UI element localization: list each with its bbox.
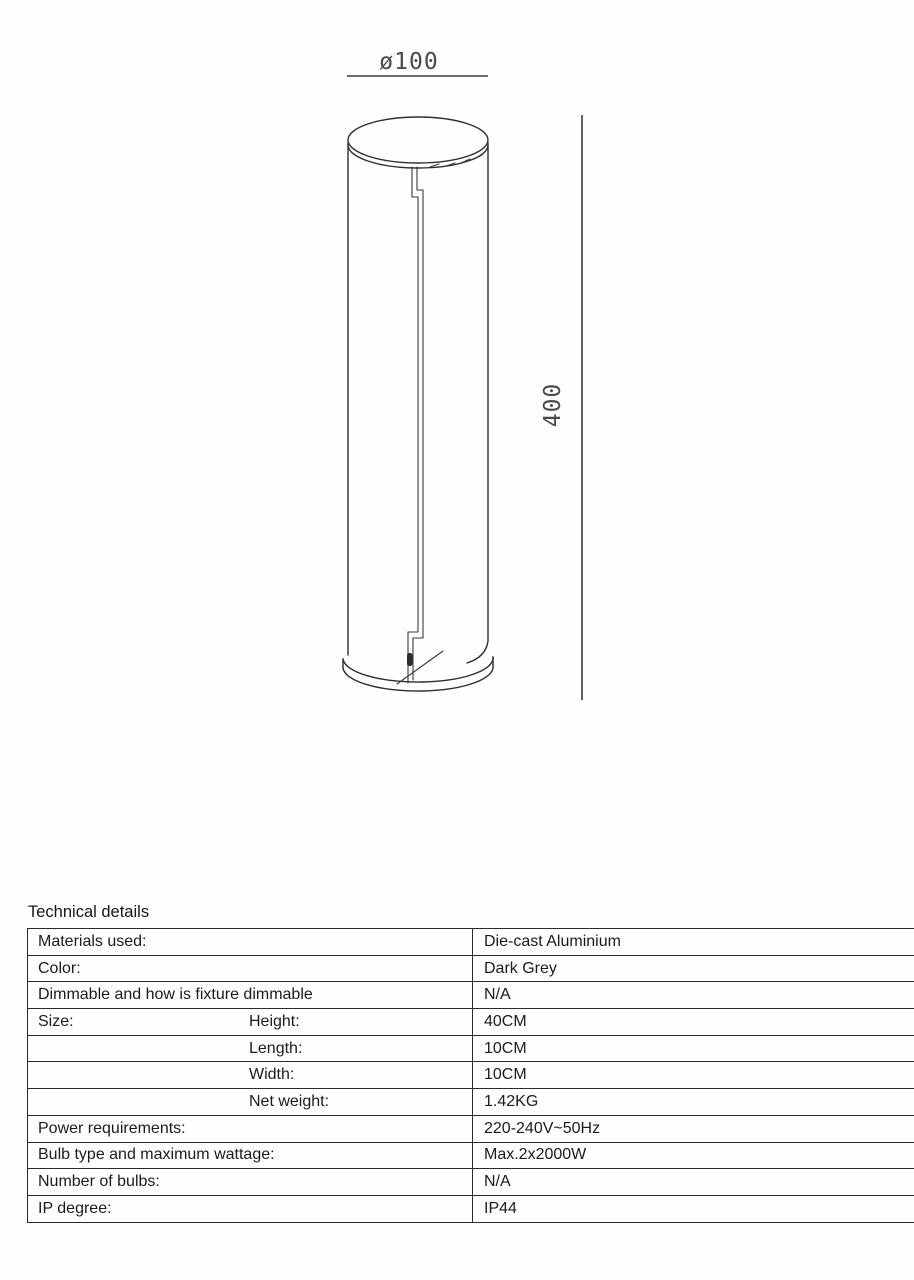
base-bottom-rim xyxy=(343,666,493,691)
table-row xyxy=(28,1062,914,1089)
table-row xyxy=(28,929,914,956)
table-row xyxy=(28,955,914,982)
spec-value: 220-240V~50Hz xyxy=(473,1115,914,1142)
spec-value: 40CM xyxy=(473,1009,914,1036)
base-diagonal-edge xyxy=(397,651,443,684)
rim-hatching xyxy=(430,155,482,167)
technical-details-table xyxy=(27,928,914,1223)
section-title: Technical details xyxy=(28,903,150,921)
spec-label: Color: xyxy=(38,959,81,977)
table-row xyxy=(28,982,914,1009)
door-seam xyxy=(408,167,423,683)
spec-sublabel: Net weight: xyxy=(249,1092,330,1110)
spec-value: Max.2x2000W xyxy=(473,1142,914,1169)
spec-value: 10CM xyxy=(473,1035,914,1062)
spec-label: Number of bulbs: xyxy=(38,1173,160,1191)
spec-value: 1.42KG xyxy=(473,1089,914,1116)
cylinder-right-edge xyxy=(467,143,488,663)
spec-value: 10CM xyxy=(473,1062,914,1089)
diameter-dimension xyxy=(347,49,488,76)
table-row xyxy=(28,1169,914,1196)
table-row xyxy=(28,1009,914,1036)
height-dimension-label: 400 xyxy=(540,382,566,428)
spec-value: N/A xyxy=(473,982,914,1009)
diameter-dimension-label: ø100 xyxy=(379,49,439,75)
cylinder-top-cap xyxy=(348,117,488,163)
table-row xyxy=(28,1089,914,1116)
table-row xyxy=(28,1142,914,1169)
spec-sublabel: Width: xyxy=(249,1066,295,1084)
seam-screw xyxy=(407,653,413,666)
technical-details-section xyxy=(27,903,885,1223)
spec-sublabel: Height: xyxy=(249,1012,300,1030)
spec-label: Size: xyxy=(38,1012,74,1030)
spec-value: Die-cast Aluminium xyxy=(473,929,914,956)
spec-sublabel: Length: xyxy=(249,1039,303,1057)
spec-value: N/A xyxy=(473,1169,914,1196)
bollard-cylinder xyxy=(343,117,493,691)
height-dimension xyxy=(540,115,582,700)
spec-label: IP degree: xyxy=(38,1199,112,1217)
spec-label: Power requirements: xyxy=(38,1119,186,1137)
spec-label: Materials used: xyxy=(38,932,147,950)
spec-value: IP44 xyxy=(473,1195,914,1222)
table-row xyxy=(28,1035,914,1062)
table-row xyxy=(28,1195,914,1222)
spec-label: Dimmable and how is fixture dimmable xyxy=(38,986,313,1004)
spec-label: Bulb type and maximum wattage: xyxy=(38,1146,275,1164)
spec-value: Dark Grey xyxy=(473,955,914,982)
table-row xyxy=(28,1115,914,1142)
